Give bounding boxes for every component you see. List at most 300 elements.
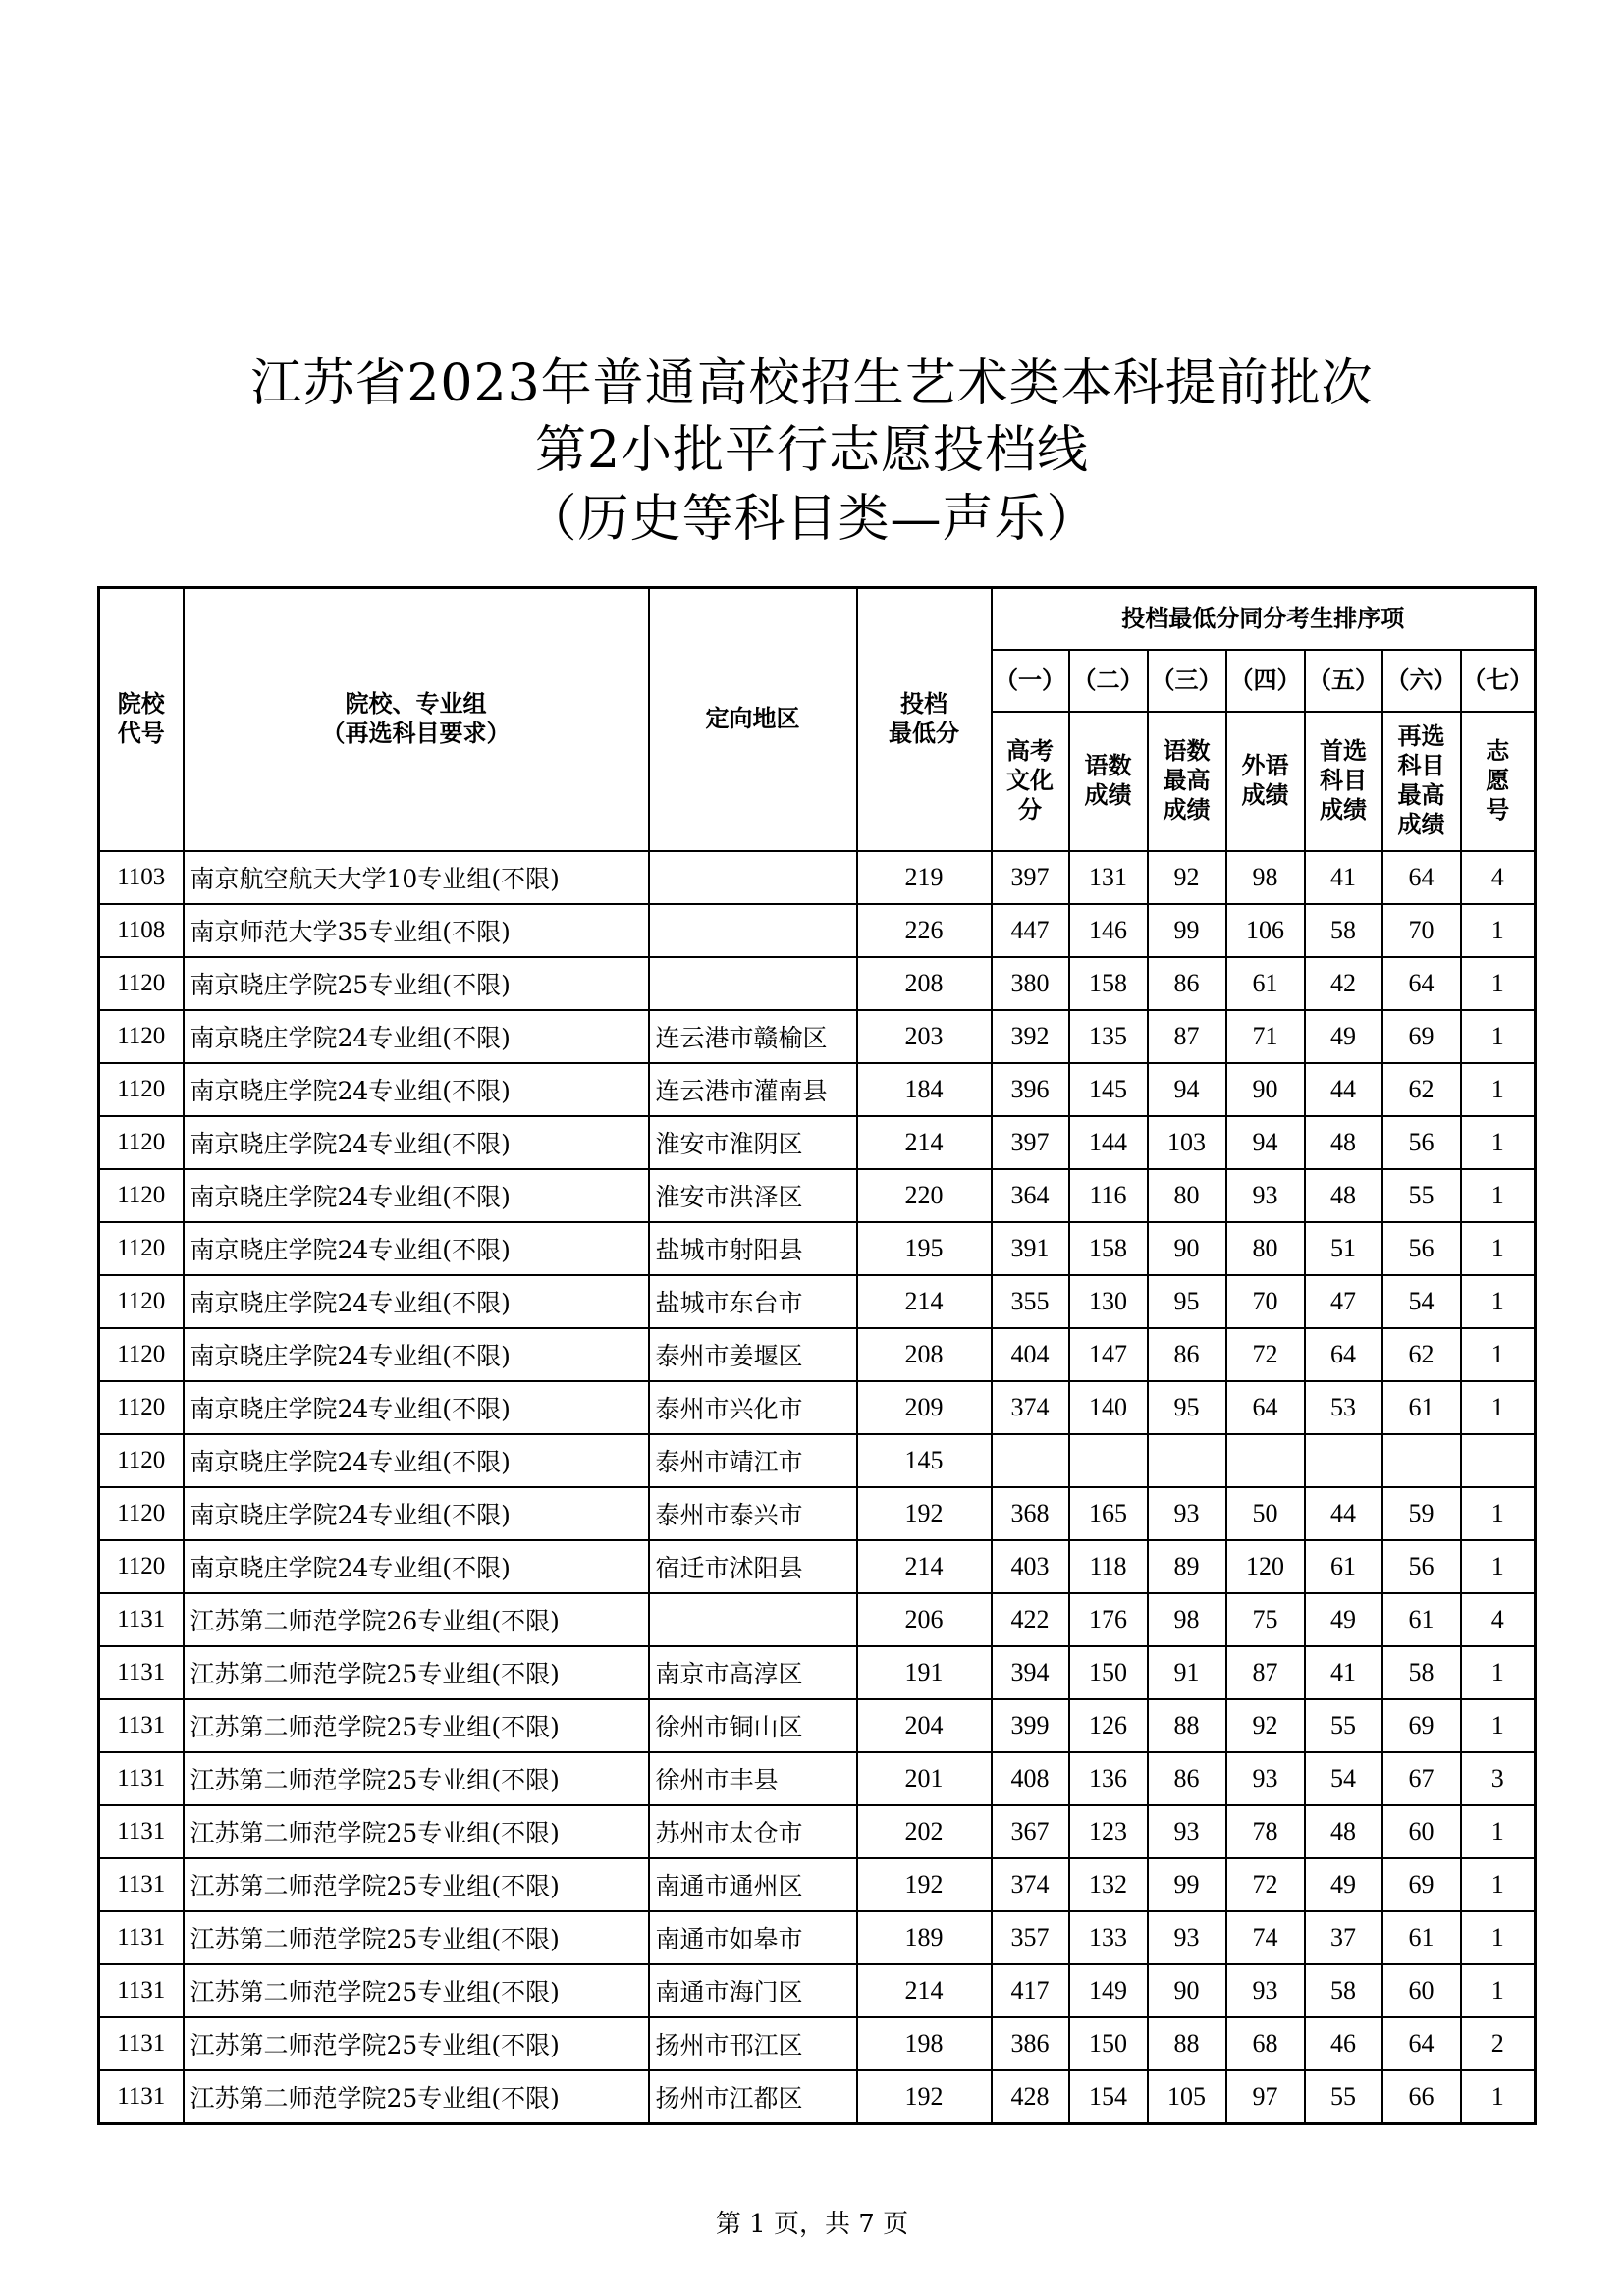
cell-tie-break-2: 150: [1069, 1646, 1148, 1699]
cell-tie-break-1: 422: [992, 1593, 1069, 1646]
cell-tie-break-7: 1: [1461, 1487, 1536, 1540]
cell-region: 徐州市丰县: [649, 1752, 857, 1805]
table-row: [99, 1699, 1536, 1752]
header-order-5: （五）: [1305, 650, 1382, 712]
cell-school: 江苏第二师范学院25专业组(不限): [184, 1646, 649, 1699]
page-title-line-2: 第2小批平行志愿投档线: [534, 421, 1090, 480]
header-item-6: 再选 科目 最高 成绩: [1382, 712, 1461, 851]
cell-tie-break-7: 1: [1461, 1063, 1536, 1116]
cell-tie-break-6: 55: [1382, 1169, 1461, 1222]
table-row: [99, 2070, 1536, 2124]
cell-tie-break-2: [1069, 1434, 1148, 1487]
header-item-5: 首选 科目 成绩: [1305, 712, 1382, 851]
cell-tie-break-1: 417: [992, 1964, 1069, 2017]
cell-code: 1131: [99, 1699, 184, 1752]
cell-tie-break-1: 386: [992, 2017, 1069, 2070]
header-order-4: （四）: [1226, 650, 1305, 712]
cell-tie-break-6: 69: [1382, 1010, 1461, 1063]
table-row: [99, 904, 1536, 957]
cell-tie-break-1: 368: [992, 1487, 1069, 1540]
cell-tie-break-6: [1382, 1434, 1461, 1487]
table-row: [99, 851, 1536, 904]
cell-tie-break-3: 95: [1148, 1381, 1226, 1434]
cell-min-score: 214: [857, 1116, 992, 1169]
cell-tie-break-2: 135: [1069, 1010, 1148, 1063]
cell-school: 江苏第二师范学院25专业组(不限): [184, 1964, 649, 2017]
table-body: [99, 851, 1536, 2124]
cell-tie-break-5: 58: [1305, 904, 1382, 957]
cell-school: 江苏第二师范学院25专业组(不限): [184, 2017, 649, 2070]
cell-school: 南京晓庄学院24专业组(不限): [184, 1010, 649, 1063]
cell-region: 泰州市泰兴市: [649, 1487, 857, 1540]
cell-code: 1131: [99, 1858, 184, 1911]
cell-school: 南京晓庄学院25专业组(不限): [184, 957, 649, 1010]
cell-min-score: 195: [857, 1222, 992, 1275]
cell-tie-break-3: 90: [1148, 1222, 1226, 1275]
cell-tie-break-1: 374: [992, 1858, 1069, 1911]
table-row: [99, 1116, 1536, 1169]
cell-tie-break-5: 64: [1305, 1328, 1382, 1381]
cell-tie-break-1: 394: [992, 1646, 1069, 1699]
cell-tie-break-1: 364: [992, 1169, 1069, 1222]
table-header: [99, 588, 1536, 851]
cell-tie-break-7: 1: [1461, 1805, 1536, 1858]
cell-region: [649, 904, 857, 957]
cell-school: 南京晓庄学院24专业组(不限): [184, 1328, 649, 1381]
cell-tie-break-5: 44: [1305, 1063, 1382, 1116]
cell-min-score: 209: [857, 1381, 992, 1434]
cell-tie-break-5: 48: [1305, 1116, 1382, 1169]
cell-region: 连云港市灌南县: [649, 1063, 857, 1116]
cell-tie-break-4: 93: [1226, 1964, 1305, 2017]
cell-tie-break-4: [1226, 1434, 1305, 1487]
cell-tie-break-7: 1: [1461, 2070, 1536, 2124]
cell-tie-break-4: 71: [1226, 1010, 1305, 1063]
cell-tie-break-4: 68: [1226, 2017, 1305, 2070]
cell-school: 江苏第二师范学院25专业组(不限): [184, 1858, 649, 1911]
cell-region: 南通市如皋市: [649, 1911, 857, 1964]
table-row: [99, 1222, 1536, 1275]
cell-tie-break-6: 54: [1382, 1275, 1461, 1328]
cell-tie-break-3: [1148, 1434, 1226, 1487]
cell-tie-break-2: 149: [1069, 1964, 1148, 2017]
cell-min-score: 189: [857, 1911, 992, 1964]
cell-min-score: 191: [857, 1646, 992, 1699]
header-order-1: （一）: [992, 650, 1069, 712]
cell-tie-break-7: 4: [1461, 851, 1536, 904]
cell-min-score: 184: [857, 1063, 992, 1116]
cell-tie-break-1: 447: [992, 904, 1069, 957]
header-tie-break-group: 投档最低分同分考生排序项: [992, 588, 1536, 650]
cell-tie-break-2: 118: [1069, 1540, 1148, 1593]
cell-school: 南京航空航天大学10专业组(不限): [184, 851, 649, 904]
cell-tie-break-6: 58: [1382, 1646, 1461, 1699]
cell-tie-break-4: 97: [1226, 2070, 1305, 2124]
cell-tie-break-3: 98: [1148, 1593, 1226, 1646]
cell-tie-break-7: 4: [1461, 1593, 1536, 1646]
cell-tie-break-2: 126: [1069, 1699, 1148, 1752]
cell-tie-break-5: 61: [1305, 1540, 1382, 1593]
cell-tie-break-7: 1: [1461, 1858, 1536, 1911]
cell-tie-break-3: 93: [1148, 1911, 1226, 1964]
table-row: [99, 1858, 1536, 1911]
header-item-3: 语数 最高 成绩: [1148, 712, 1226, 851]
header-min-score: 投档 最低分: [857, 588, 992, 851]
cell-tie-break-5: 44: [1305, 1487, 1382, 1540]
cell-tie-break-4: 74: [1226, 1911, 1305, 1964]
cell-tie-break-6: 59: [1382, 1487, 1461, 1540]
cell-tie-break-2: 145: [1069, 1063, 1148, 1116]
header-item-2: 语数 成绩: [1069, 712, 1148, 851]
cell-region: 扬州市江都区: [649, 2070, 857, 2124]
cell-region: 南京市高淳区: [649, 1646, 857, 1699]
cell-tie-break-2: 136: [1069, 1752, 1148, 1805]
cell-tie-break-2: 144: [1069, 1116, 1148, 1169]
cell-tie-break-1: 404: [992, 1328, 1069, 1381]
cell-tie-break-3: 86: [1148, 957, 1226, 1010]
cell-tie-break-4: 120: [1226, 1540, 1305, 1593]
cell-min-score: 204: [857, 1699, 992, 1752]
cell-tie-break-6: 67: [1382, 1752, 1461, 1805]
cell-tie-break-7: 1: [1461, 1911, 1536, 1964]
cell-region: 扬州市邗江区: [649, 2017, 857, 2070]
cell-min-score: 192: [857, 1858, 992, 1911]
cell-min-score: 214: [857, 1964, 992, 2017]
cell-code: 1120: [99, 1328, 184, 1381]
cell-school: 江苏第二师范学院25专业组(不限): [184, 1752, 649, 1805]
cell-region: 淮安市淮阴区: [649, 1116, 857, 1169]
cell-code: 1120: [99, 957, 184, 1010]
cell-tie-break-6: 62: [1382, 1328, 1461, 1381]
cell-min-score: 208: [857, 957, 992, 1010]
cell-school: 南京晓庄学院24专业组(不限): [184, 1063, 649, 1116]
cell-tie-break-3: 92: [1148, 851, 1226, 904]
header-school: 院校、专业组 （再选科目要求）: [184, 588, 649, 851]
header-item-4: 外语 成绩: [1226, 712, 1305, 851]
cell-tie-break-5: 42: [1305, 957, 1382, 1010]
cell-tie-break-2: 131: [1069, 851, 1148, 904]
header-item-7: 志 愿 号: [1461, 712, 1536, 851]
cell-tie-break-3: 99: [1148, 904, 1226, 957]
cell-tie-break-1: 380: [992, 957, 1069, 1010]
cell-code: 1131: [99, 1752, 184, 1805]
cell-tie-break-5: 53: [1305, 1381, 1382, 1434]
cell-tie-break-4: 70: [1226, 1275, 1305, 1328]
cell-code: 1120: [99, 1063, 184, 1116]
cell-min-score: 198: [857, 2017, 992, 2070]
cell-tie-break-1: 374: [992, 1381, 1069, 1434]
header-region: 定向地区: [649, 588, 857, 851]
cell-tie-break-2: 176: [1069, 1593, 1148, 1646]
cell-tie-break-6: 69: [1382, 1699, 1461, 1752]
cell-region: 苏州市太仓市: [649, 1805, 857, 1858]
table-row: [99, 1010, 1536, 1063]
cell-tie-break-5: 48: [1305, 1169, 1382, 1222]
cell-tie-break-1: 399: [992, 1699, 1069, 1752]
table-row: [99, 1169, 1536, 1222]
table-row: [99, 1593, 1536, 1646]
table-row: [99, 1275, 1536, 1328]
cell-region: [649, 851, 857, 904]
table-row: [99, 1752, 1536, 1805]
cell-code: 1120: [99, 1275, 184, 1328]
cell-tie-break-2: 154: [1069, 2070, 1148, 2124]
header-order-6: （六）: [1382, 650, 1461, 712]
cell-min-score: 208: [857, 1328, 992, 1381]
table-row: [99, 1540, 1536, 1593]
page-footer: 第 1 页，共 7 页: [715, 2210, 909, 2239]
cell-region: 盐城市东台市: [649, 1275, 857, 1328]
cell-tie-break-6: 60: [1382, 1964, 1461, 2017]
cell-tie-break-4: 92: [1226, 1699, 1305, 1752]
cell-region: 泰州市兴化市: [649, 1381, 857, 1434]
header-order-3: （三）: [1148, 650, 1226, 712]
cell-tie-break-6: 56: [1382, 1222, 1461, 1275]
cell-tie-break-5: 54: [1305, 1752, 1382, 1805]
cell-tie-break-2: 158: [1069, 957, 1148, 1010]
cell-tie-break-5: 55: [1305, 1699, 1382, 1752]
cell-tie-break-2: 140: [1069, 1381, 1148, 1434]
cell-tie-break-6: 64: [1382, 2017, 1461, 2070]
cell-region: 南通市海门区: [649, 1964, 857, 2017]
cell-tie-break-4: 80: [1226, 1222, 1305, 1275]
header-order-7: （七）: [1461, 650, 1536, 712]
cell-region: 泰州市姜堰区: [649, 1328, 857, 1381]
cell-tie-break-4: 106: [1226, 904, 1305, 957]
cell-region: [649, 1593, 857, 1646]
cell-min-score: 201: [857, 1752, 992, 1805]
cell-tie-break-7: [1461, 1434, 1536, 1487]
cell-tie-break-2: 150: [1069, 2017, 1148, 2070]
cell-code: 1120: [99, 1169, 184, 1222]
cell-tie-break-4: 78: [1226, 1805, 1305, 1858]
cell-tie-break-5: 41: [1305, 851, 1382, 904]
header-item-1: 高考 文化 分: [992, 712, 1069, 851]
table-row: [99, 1328, 1536, 1381]
cell-tie-break-5: 49: [1305, 1593, 1382, 1646]
cell-tie-break-5: 51: [1305, 1222, 1382, 1275]
cell-tie-break-4: 93: [1226, 1169, 1305, 1222]
page-title-line-3: （历史等科目类—声乐）: [525, 490, 1099, 549]
table-row: [99, 1434, 1536, 1487]
cell-tie-break-7: 1: [1461, 1116, 1536, 1169]
cell-tie-break-6: 56: [1382, 1540, 1461, 1593]
cell-region: 南通市通州区: [649, 1858, 857, 1911]
cell-tie-break-3: 86: [1148, 1328, 1226, 1381]
cell-tie-break-6: 56: [1382, 1116, 1461, 1169]
cell-tie-break-1: [992, 1434, 1069, 1487]
cell-tie-break-7: 1: [1461, 1540, 1536, 1593]
cell-tie-break-2: 116: [1069, 1169, 1148, 1222]
cell-tie-break-5: 49: [1305, 1010, 1382, 1063]
cell-code: 1131: [99, 1646, 184, 1699]
cell-tie-break-1: 357: [992, 1911, 1069, 1964]
page-title-line-1: 江苏省2023年普通高校招生艺术类本科提前批次: [250, 354, 1374, 413]
cell-code: 1120: [99, 1010, 184, 1063]
cell-code: 1120: [99, 1222, 184, 1275]
cell-tie-break-3: 103: [1148, 1116, 1226, 1169]
cell-tie-break-2: 146: [1069, 904, 1148, 957]
header-code: 院校 代号: [99, 588, 184, 851]
header-order-2: （二）: [1069, 650, 1148, 712]
cell-min-score: 226: [857, 904, 992, 957]
cell-tie-break-4: 94: [1226, 1116, 1305, 1169]
cell-tie-break-3: 90: [1148, 1964, 1226, 2017]
cell-tie-break-1: 396: [992, 1063, 1069, 1116]
cell-min-score: 192: [857, 2070, 992, 2124]
cell-tie-break-4: 90: [1226, 1063, 1305, 1116]
cell-tie-break-7: 2: [1461, 2017, 1536, 2070]
cell-tie-break-2: 130: [1069, 1275, 1148, 1328]
table-row: [99, 1487, 1536, 1540]
cell-tie-break-6: 61: [1382, 1593, 1461, 1646]
cell-tie-break-7: 1: [1461, 1699, 1536, 1752]
cell-code: 1131: [99, 2070, 184, 2124]
cell-tie-break-4: 61: [1226, 957, 1305, 1010]
table-row: [99, 2017, 1536, 2070]
cell-tie-break-3: 105: [1148, 2070, 1226, 2124]
cell-min-score: 203: [857, 1010, 992, 1063]
cell-tie-break-3: 91: [1148, 1646, 1226, 1699]
cell-tie-break-6: 64: [1382, 957, 1461, 1010]
cell-school: 江苏第二师范学院25专业组(不限): [184, 2070, 649, 2124]
cell-tie-break-6: 69: [1382, 1858, 1461, 1911]
cell-tie-break-2: 165: [1069, 1487, 1148, 1540]
cell-tie-break-3: 88: [1148, 2017, 1226, 2070]
cell-min-score: 214: [857, 1540, 992, 1593]
cell-school: 南京晓庄学院24专业组(不限): [184, 1381, 649, 1434]
cell-region: 泰州市靖江市: [649, 1434, 857, 1487]
cell-tie-break-4: 64: [1226, 1381, 1305, 1434]
cell-tie-break-1: 367: [992, 1805, 1069, 1858]
cell-min-score: 214: [857, 1275, 992, 1328]
cell-region: [649, 957, 857, 1010]
cell-code: 1120: [99, 1434, 184, 1487]
cell-code: 1108: [99, 904, 184, 957]
cell-tie-break-1: 408: [992, 1752, 1069, 1805]
cell-tie-break-3: 86: [1148, 1752, 1226, 1805]
cell-tie-break-4: 93: [1226, 1752, 1305, 1805]
cell-tie-break-4: 75: [1226, 1593, 1305, 1646]
cell-school: 南京晓庄学院24专业组(不限): [184, 1540, 649, 1593]
cell-tie-break-6: 61: [1382, 1381, 1461, 1434]
cell-region: 盐城市射阳县: [649, 1222, 857, 1275]
cell-region: 淮安市洪泽区: [649, 1169, 857, 1222]
cell-tie-break-7: 1: [1461, 1646, 1536, 1699]
admission-score-table: [97, 586, 1537, 2125]
cell-school: 南京晓庄学院24专业组(不限): [184, 1487, 649, 1540]
cell-tie-break-5: 48: [1305, 1805, 1382, 1858]
cell-tie-break-7: 1: [1461, 957, 1536, 1010]
cell-tie-break-3: 93: [1148, 1487, 1226, 1540]
cell-tie-break-2: 147: [1069, 1328, 1148, 1381]
cell-tie-break-7: 3: [1461, 1752, 1536, 1805]
cell-tie-break-6: 60: [1382, 1805, 1461, 1858]
cell-tie-break-2: 158: [1069, 1222, 1148, 1275]
cell-tie-break-3: 89: [1148, 1540, 1226, 1593]
cell-tie-break-2: 132: [1069, 1858, 1148, 1911]
cell-code: 1120: [99, 1540, 184, 1593]
cell-tie-break-3: 93: [1148, 1805, 1226, 1858]
cell-tie-break-5: 41: [1305, 1646, 1382, 1699]
cell-tie-break-3: 94: [1148, 1063, 1226, 1116]
cell-tie-break-3: 88: [1148, 1699, 1226, 1752]
cell-tie-break-3: 95: [1148, 1275, 1226, 1328]
cell-school: 江苏第二师范学院25专业组(不限): [184, 1805, 649, 1858]
cell-region: 连云港市赣榆区: [649, 1010, 857, 1063]
cell-code: 1120: [99, 1381, 184, 1434]
cell-tie-break-1: 392: [992, 1010, 1069, 1063]
cell-tie-break-3: 99: [1148, 1858, 1226, 1911]
table-row: [99, 1646, 1536, 1699]
cell-code: 1131: [99, 1805, 184, 1858]
cell-school: 南京晓庄学院24专业组(不限): [184, 1275, 649, 1328]
cell-tie-break-1: 403: [992, 1540, 1069, 1593]
cell-tie-break-4: 50: [1226, 1487, 1305, 1540]
table-row: [99, 1805, 1536, 1858]
cell-tie-break-7: 1: [1461, 1275, 1536, 1328]
cell-tie-break-5: 46: [1305, 2017, 1382, 2070]
table-row: [99, 957, 1536, 1010]
cell-min-score: 219: [857, 851, 992, 904]
cell-min-score: 206: [857, 1593, 992, 1646]
cell-tie-break-7: 1: [1461, 904, 1536, 957]
cell-tie-break-5: 49: [1305, 1858, 1382, 1911]
cell-min-score: 202: [857, 1805, 992, 1858]
cell-tie-break-1: 355: [992, 1275, 1069, 1328]
cell-school: 南京晓庄学院24专业组(不限): [184, 1434, 649, 1487]
cell-tie-break-1: 397: [992, 1116, 1069, 1169]
cell-tie-break-5: 37: [1305, 1911, 1382, 1964]
cell-region: 宿迁市沭阳县: [649, 1540, 857, 1593]
cell-tie-break-7: 1: [1461, 1169, 1536, 1222]
cell-tie-break-5: 55: [1305, 2070, 1382, 2124]
cell-tie-break-4: 87: [1226, 1646, 1305, 1699]
table-row: [99, 1964, 1536, 2017]
cell-tie-break-6: 70: [1382, 904, 1461, 957]
cell-tie-break-7: 1: [1461, 1222, 1536, 1275]
cell-tie-break-1: 397: [992, 851, 1069, 904]
cell-code: 1131: [99, 1964, 184, 2017]
table-row: [99, 1911, 1536, 1964]
cell-tie-break-7: 1: [1461, 1010, 1536, 1063]
cell-tie-break-4: 72: [1226, 1328, 1305, 1381]
cell-tie-break-4: 98: [1226, 851, 1305, 904]
cell-tie-break-2: 123: [1069, 1805, 1148, 1858]
cell-code: 1120: [99, 1116, 184, 1169]
cell-tie-break-6: 62: [1382, 1063, 1461, 1116]
cell-school: 南京晓庄学院24专业组(不限): [184, 1169, 649, 1222]
cell-code: 1131: [99, 1911, 184, 1964]
cell-tie-break-5: 47: [1305, 1275, 1382, 1328]
cell-school: 江苏第二师范学院25专业组(不限): [184, 1911, 649, 1964]
cell-school: 江苏第二师范学院26专业组(不限): [184, 1593, 649, 1646]
cell-tie-break-3: 80: [1148, 1169, 1226, 1222]
cell-tie-break-5: 58: [1305, 1964, 1382, 2017]
cell-school: 南京晓庄学院24专业组(不限): [184, 1222, 649, 1275]
cell-tie-break-2: 133: [1069, 1911, 1148, 1964]
cell-code: 1120: [99, 1487, 184, 1540]
cell-tie-break-7: 1: [1461, 1328, 1536, 1381]
cell-school: 江苏第二师范学院25专业组(不限): [184, 1699, 649, 1752]
table-row: [99, 1063, 1536, 1116]
cell-code: 1103: [99, 851, 184, 904]
cell-tie-break-6: 61: [1382, 1911, 1461, 1964]
cell-school: 南京晓庄学院24专业组(不限): [184, 1116, 649, 1169]
cell-tie-break-3: 87: [1148, 1010, 1226, 1063]
cell-tie-break-7: 1: [1461, 1964, 1536, 2017]
cell-min-score: 192: [857, 1487, 992, 1540]
